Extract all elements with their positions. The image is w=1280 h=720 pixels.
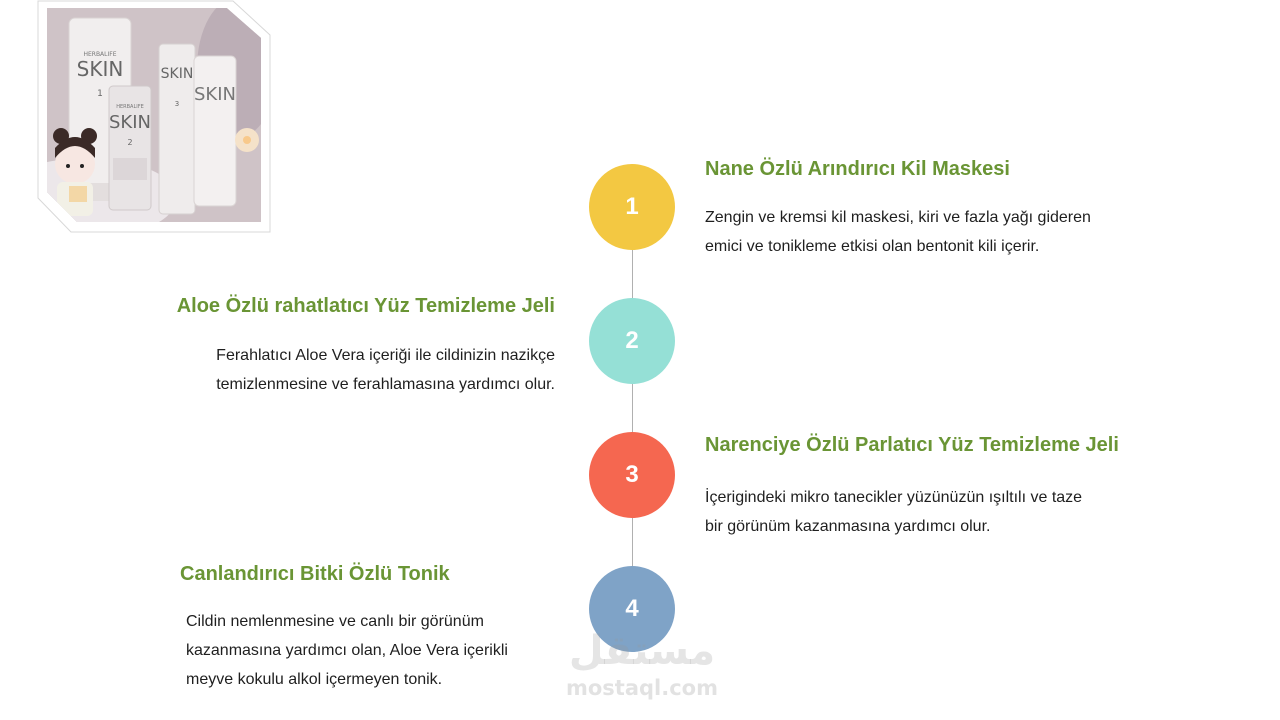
step-3-description: İçerigindeki mikro tanecikler yüzünüzün ışıltılı ve taze bir görünüm kazanmasına yardımcı olur. <box>705 489 1083 535</box>
svg-text:HERBALIFE: HERBALIFE <box>116 104 144 110</box>
step-4-title: Canlandırıcı Bitki Özlü Tonik <box>180 563 450 585</box>
step-2-description: Ferahlatıcı Aloe Vera içeriği ile cildinizin nazikçe temizlenmesine ve ferahlamasına yardımcı olur. <box>216 347 555 393</box>
step-3-title: Narenciye Özlü Parlatıcı Yüz Temizleme Jeli <box>705 434 1119 456</box>
svg-text:SKIN: SKIN <box>193 84 237 105</box>
step-1-description: Zengin ve kremsi kil maskesi, kiri ve fazla yağı gideren emici ve tonikleme etkisi olan bentonit kili içerir. <box>705 209 1091 255</box>
svg-text:1: 1 <box>97 89 103 99</box>
watermark-arabic-text: مستقل <box>568 628 716 674</box>
svg-text:SKIN: SKIN <box>160 66 194 82</box>
svg-text:3: 3 <box>174 100 180 108</box>
step-3-circle: 3 <box>589 432 675 518</box>
svg-text:HERBALIFE: HERBALIFE <box>83 51 117 58</box>
product-photo <box>47 8 261 222</box>
step-1-circle: 1 <box>589 164 675 250</box>
step-4-description: Cildin nemlenmesine ve canlı bir görünüm kazanmasına yardımcı olan, Aloe Vera içerikli meyve kokulu alkol içermeyen tonik. <box>186 613 508 688</box>
svg-text:SKIN: SKIN <box>108 112 152 133</box>
watermark-latin-text: mostaql.com <box>566 676 718 700</box>
step-2-circle: 2 <box>589 298 675 384</box>
svg-text:2: 2 <box>127 138 133 147</box>
step-4-circle: 4 <box>589 566 675 652</box>
svg-text:SKIN: SKIN <box>76 57 124 81</box>
step-2-title: Aloe Özlü rahatlatıcı Yüz Temizleme Jeli <box>176 295 555 317</box>
timeline-connector <box>632 206 633 608</box>
step-1-title: Nane Özlü Arındırıcı Kil Maskesi <box>705 158 1010 180</box>
